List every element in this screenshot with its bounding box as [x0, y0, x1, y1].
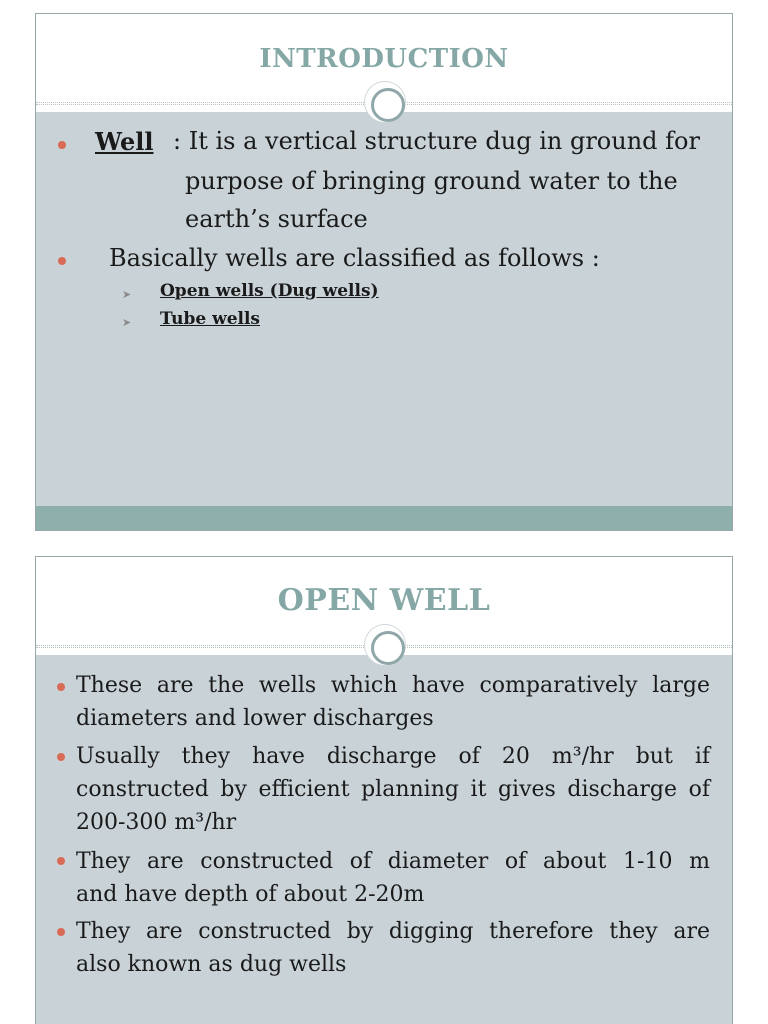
- footer-band: [36, 506, 732, 530]
- bullet-paragraph: [76, 740, 710, 839]
- bullet-line: constructed by efficient planning it gives discharge of: [76, 777, 710, 802]
- bullet-line: They are constructed by digging therefore they are: [76, 919, 710, 944]
- bullet-paragraph: [76, 915, 710, 981]
- bullet-dot-icon: [57, 928, 65, 936]
- definition-line-2: purpose of bringing ground water to the: [185, 167, 678, 195]
- bullet-line: These are the wells which have comparatively large: [76, 673, 710, 698]
- ring-ornament-icon: [365, 625, 405, 665]
- sub-item-tube-wells: Tube wells: [160, 309, 261, 329]
- ring-ornament-icon: [365, 82, 405, 122]
- arrowhead-bullet-icon: ➤: [122, 288, 132, 301]
- definition-line-1: : It is a vertical structure dug in ground for: [173, 127, 700, 155]
- slide-title: INTRODUCTION: [259, 44, 509, 74]
- bullet-dot-icon: [57, 857, 65, 865]
- bullet-line: diameters and lower discharges: [76, 706, 434, 731]
- arrowhead-bullet-icon: ➤: [122, 316, 132, 329]
- bullet-dot-icon: [57, 753, 65, 761]
- bullet-dot-icon: [57, 683, 65, 691]
- sub-item-open-wells: Open wells (Dug wells): [160, 281, 379, 301]
- slide-introduction: [35, 13, 733, 531]
- bullet-paragraph: [76, 845, 710, 911]
- term-well: Well: [95, 127, 154, 156]
- bullet-dot-icon: [58, 141, 66, 149]
- bullet-line: Usually they have discharge of 20 m³/hr but if: [76, 744, 710, 769]
- bullet-paragraph: [76, 669, 710, 735]
- bullet-line: 200-300 m³/hr: [76, 810, 237, 835]
- slide-title: OPEN WELL: [277, 583, 491, 618]
- slide-open-well: [35, 556, 733, 1024]
- bullet-line: They are constructed of diameter of about 1-10 m: [76, 849, 710, 874]
- definition-line-3: earth’s surface: [185, 205, 368, 233]
- bullet-line: and have depth of about 2-20m: [76, 882, 425, 907]
- bullet-line: also known as dug wells: [76, 952, 347, 977]
- classification-intro: Basically wells are classified as follows :: [109, 244, 600, 272]
- bullet-dot-icon: [58, 257, 66, 265]
